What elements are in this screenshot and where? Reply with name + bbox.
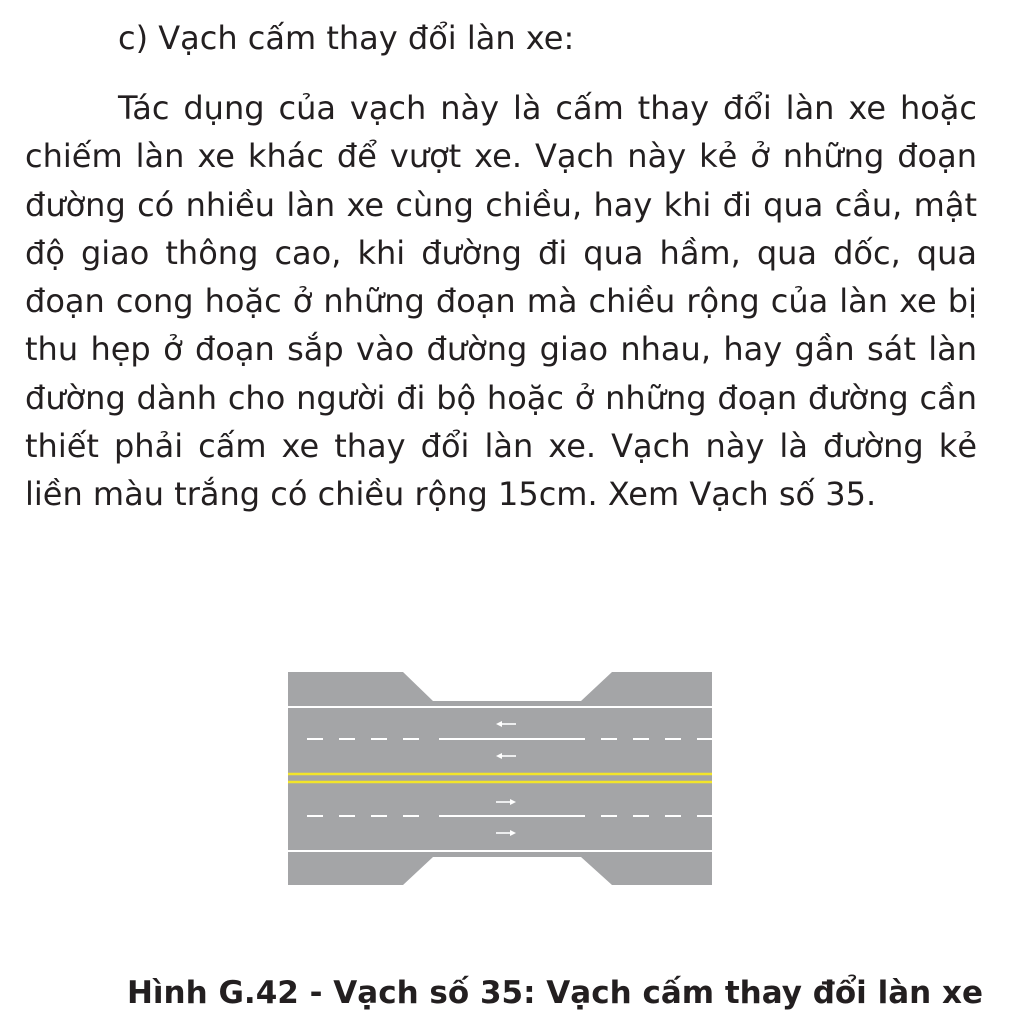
road-surface [288,672,712,885]
section-heading: c) Vạch cấm thay đổi làn xe: [118,19,575,57]
road-marking-diagram [288,672,712,885]
figure-caption: Hình G.42 - Vạch số 35: Vạch cấm thay đổi làn xe [126,975,984,1011]
body-paragraph: Tác dụng của vạch này là cấm thay đổi làn xe hoặc chiếm làn xe khác để vượt xe. Vạch này kẻ ở những đoạn đường có nhiều làn xe cùng chiều, hay khi đi qua cầu, mật độ giao thông cao, khi đường đi qua hầm, qua dốc, qua đoạn cong hoặc ở những đoạn mà chiều rộng của làn xe bị thu hẹp ở đoạn sắp vào đường giao nhau, hay gần sát làn đường dành cho người đi bộ hoặc ở những đoạn đường cần thiết phải cấm xe thay đổi làn xe. Vạch này là đường kẻ liền màu trắng có chiều rộng 15cm. Xem Vạch số 35. [25,89,977,514]
